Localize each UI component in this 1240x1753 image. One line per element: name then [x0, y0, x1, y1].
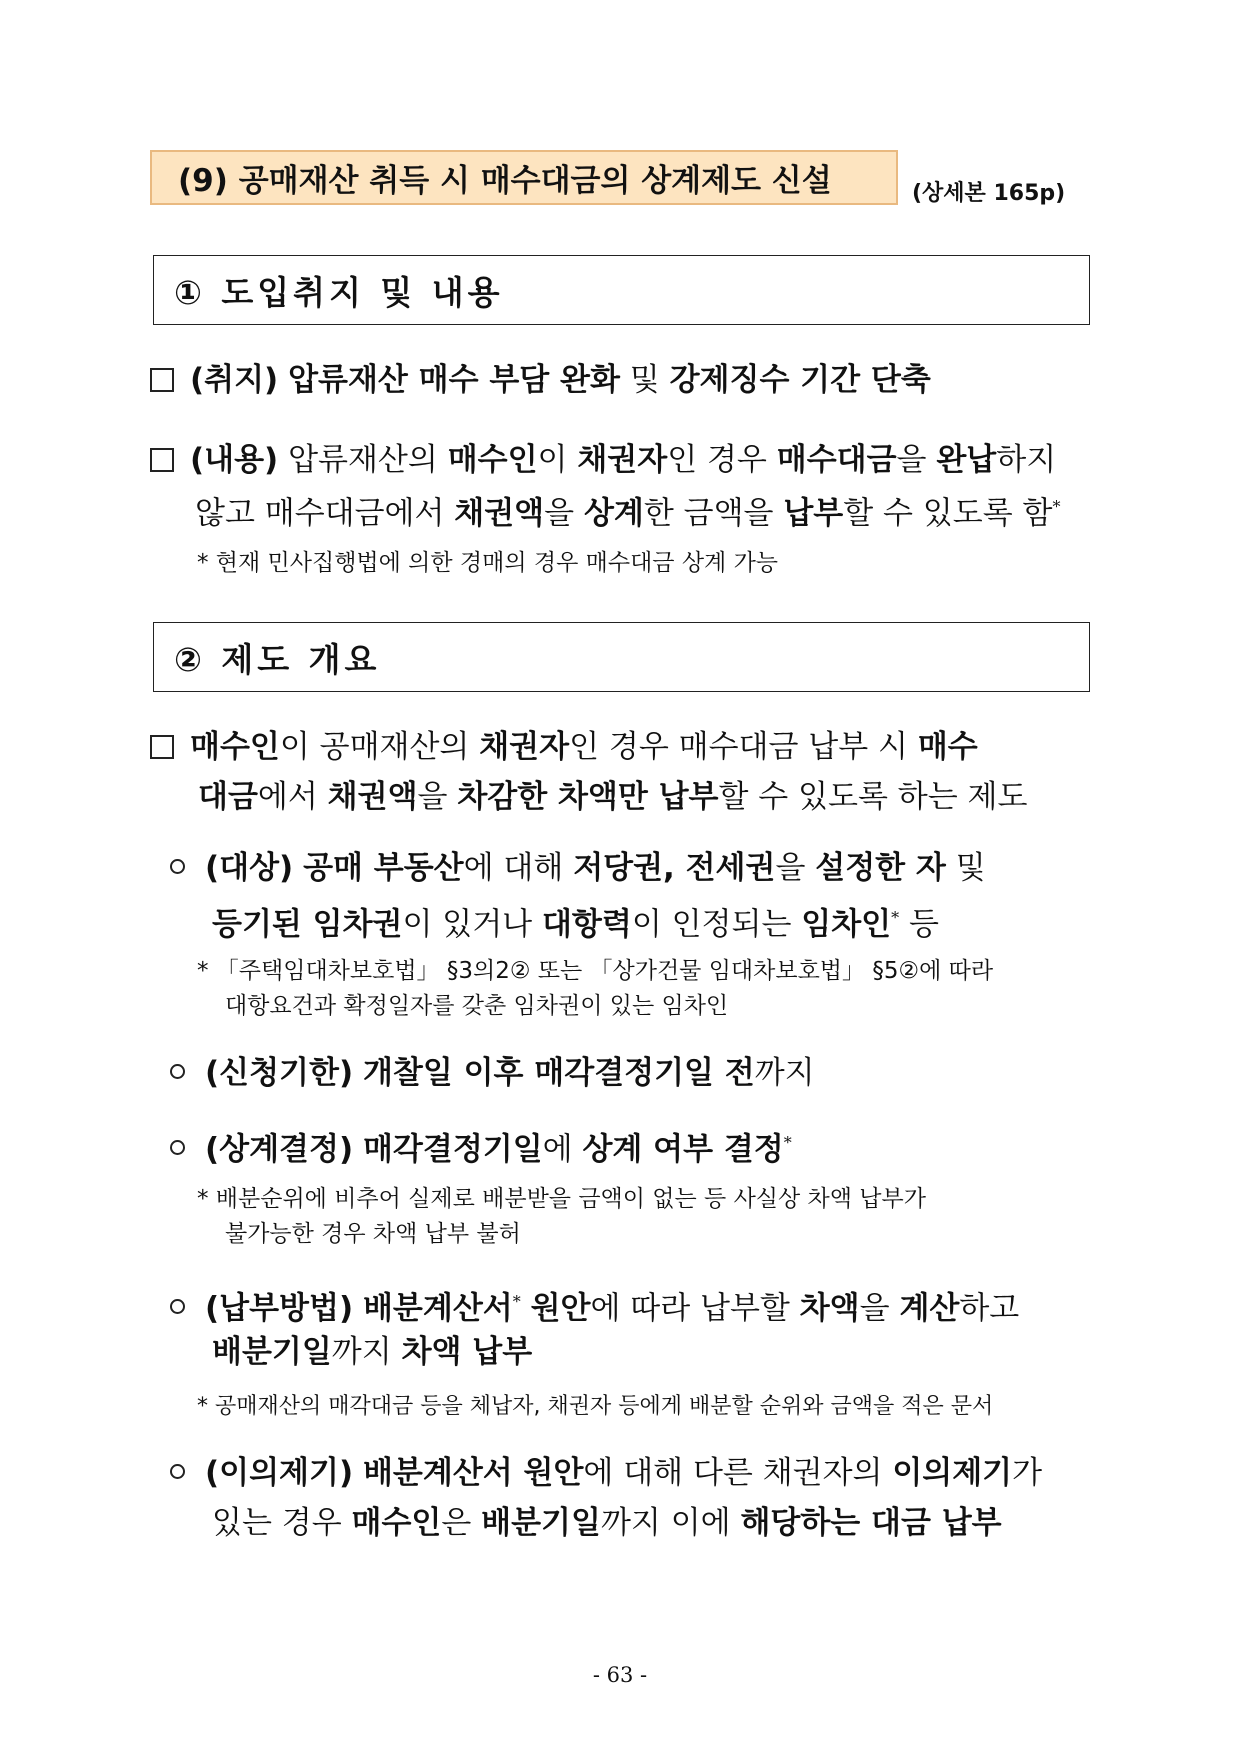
text: 매각결정기일: [362, 1131, 543, 1168]
target-footnote-line-1: * 「주택임대차보호법」 §3의2② 또는 「상가건물 임대차보호법」 §5②에 따라: [197, 958, 994, 984]
circle-bullet-icon: [170, 1464, 185, 1479]
text: 차감한 차액만 납부: [457, 779, 719, 815]
target-label: (대상): [205, 850, 294, 886]
text: 납부: [783, 495, 844, 532]
purpose-item: [150, 360, 931, 400]
section-heading-2-text: ② 제도 개요: [174, 639, 381, 679]
purpose-text-1: 압류재산 매수 부담 완화: [288, 362, 620, 398]
purpose-text-2: 및: [629, 362, 660, 398]
purpose-label: (취지): [190, 362, 279, 398]
footnote-marker: *: [512, 1292, 521, 1311]
text: 을: [775, 850, 806, 886]
content-item-line-2: [195, 487, 1061, 533]
objection-item-line-2: [212, 1503, 1002, 1543]
target-footnote-line-2: 대항요건과 확정일자를 갖춘 임차권이 있는 임차인: [225, 993, 729, 1019]
text: 을: [859, 1290, 890, 1327]
text: 차액: [799, 1290, 860, 1327]
text: 개찰일 이후 매각결정기일 전: [362, 1055, 755, 1091]
text: 상계: [583, 495, 644, 532]
payment-label: (납부방법): [205, 1290, 354, 1327]
section-heading-1: [153, 255, 1090, 325]
text: 대항력: [541, 906, 632, 943]
text: 에 대해: [463, 850, 564, 886]
content-label: (내용): [190, 442, 279, 478]
text: 매수인: [447, 442, 538, 478]
text: 까지: [754, 1055, 815, 1091]
text: 이 공매재산의: [279, 729, 470, 765]
text: 에 따라 납부할: [590, 1290, 790, 1327]
text: 인 경우: [667, 442, 767, 478]
text: 설정한 자: [815, 850, 946, 886]
text: 할 수 있도록 함: [843, 495, 1053, 532]
text: 대금: [198, 779, 258, 815]
text: 완납: [936, 442, 997, 478]
decision-label: (상계결정): [205, 1131, 354, 1168]
square-bullet-icon: [150, 448, 174, 472]
payment-item-line-2: [212, 1332, 532, 1372]
footnote-marker: *: [783, 1133, 792, 1152]
content-item-line-1: [150, 440, 1056, 480]
text: 않고 매수대금에서: [195, 495, 445, 532]
text: 배분계산서: [362, 1290, 513, 1327]
text: 상계 여부 결정: [582, 1131, 784, 1168]
section-heading-1-text: ① 도입취지 및 내용: [174, 272, 504, 312]
text: 채권자: [577, 442, 668, 478]
target-item-line-2: [212, 898, 939, 944]
text: 까지: [331, 1334, 392, 1370]
text: 해당하는 대금 납부: [740, 1505, 1002, 1541]
text: 배분계산서 원안: [362, 1455, 584, 1491]
objection-label: (이의제기): [205, 1455, 354, 1491]
text: 및: [955, 850, 986, 886]
text: 매수: [917, 729, 978, 765]
target-item-line-1: [170, 848, 986, 888]
text: 가: [1012, 1455, 1043, 1491]
text: 에서: [257, 779, 318, 815]
page-number: - 63 -: [592, 1663, 648, 1687]
text: 을: [544, 495, 575, 532]
text: 이의제기: [892, 1455, 1013, 1491]
text: 채권액: [327, 779, 418, 815]
text: 하지: [996, 442, 1057, 478]
decision-footnote-line-2: 불가능한 경우 차액 납부 불허: [225, 1221, 521, 1247]
payment-item-line-1: [170, 1282, 1019, 1328]
circle-bullet-icon: [170, 1064, 185, 1079]
detail-reference: (상세본 165p): [912, 181, 1066, 206]
text: 매수대금: [776, 442, 897, 478]
text: 채권자: [479, 729, 570, 765]
text: 원안: [530, 1290, 591, 1327]
text: 계산: [899, 1290, 960, 1327]
text: 한 금액을: [643, 495, 774, 532]
deadline-item: [170, 1053, 815, 1093]
text: 공매 부동산: [303, 850, 464, 886]
overview-item-line-2: [198, 777, 1027, 817]
circle-bullet-icon: [170, 1140, 185, 1155]
text: 인 경우 매수대금 납부 시: [569, 729, 908, 765]
text: 차액 납부: [401, 1334, 533, 1370]
section-heading-2: [153, 622, 1090, 692]
text: 있는 경우: [212, 1505, 342, 1541]
text: 매수인: [351, 1505, 442, 1541]
decision-footnote-line-1: * 배분순위에 비추어 실제로 배분받을 금액이 없는 등 사실상 차액 납부가: [197, 1186, 926, 1212]
text: 을: [896, 442, 927, 478]
text: 배분기일: [212, 1334, 332, 1370]
text: 저당권, 전세권: [573, 850, 776, 886]
text: 배분기일: [481, 1505, 601, 1541]
text: 을: [417, 779, 448, 815]
text: 등: [908, 906, 939, 943]
decision-item: [170, 1123, 792, 1169]
text: 압류재산의: [288, 442, 438, 478]
text: 에: [542, 1131, 573, 1168]
text: 까지 이에: [600, 1505, 731, 1541]
purpose-text-3: 강제징수 기간 단축: [669, 362, 931, 398]
text: 은: [441, 1505, 472, 1541]
footnote-marker: *: [891, 908, 900, 927]
text: 이 인정되는: [631, 906, 792, 943]
content-footnote: * 현재 민사집행법에 의한 경매의 경우 매수대금 상계 가능: [197, 550, 779, 576]
text: 이 있거나: [402, 906, 533, 943]
overview-item-line-1: [150, 727, 978, 767]
text: 에 대해 다른 채권자의: [583, 1455, 883, 1491]
deadline-label: (신청기한): [205, 1055, 354, 1091]
section-title-text: (9) 공매재산 취득 시 매수대금의 상계제도 신설: [178, 163, 832, 199]
text: 임차인: [801, 906, 892, 943]
text: 채권액: [454, 495, 545, 532]
square-bullet-icon: [150, 368, 174, 392]
circle-bullet-icon: [170, 1299, 185, 1314]
text: 등기된 임차권: [212, 906, 403, 943]
circle-bullet-icon: [170, 859, 185, 874]
section-title: [150, 150, 898, 205]
footnote-marker: *: [1052, 497, 1061, 516]
objection-item-line-1: [170, 1453, 1042, 1493]
text: 매수인: [190, 729, 280, 765]
payment-footnote: * 공매재산의 매각대금 등을 체납자, 채권자 등에게 배분할 순위와 금액을 적은 문서: [197, 1394, 994, 1419]
text: 이: [537, 442, 568, 478]
square-bullet-icon: [150, 735, 174, 759]
text: 할 수 있도록 하는 제도: [718, 779, 1028, 815]
text: 하고: [959, 1290, 1020, 1327]
